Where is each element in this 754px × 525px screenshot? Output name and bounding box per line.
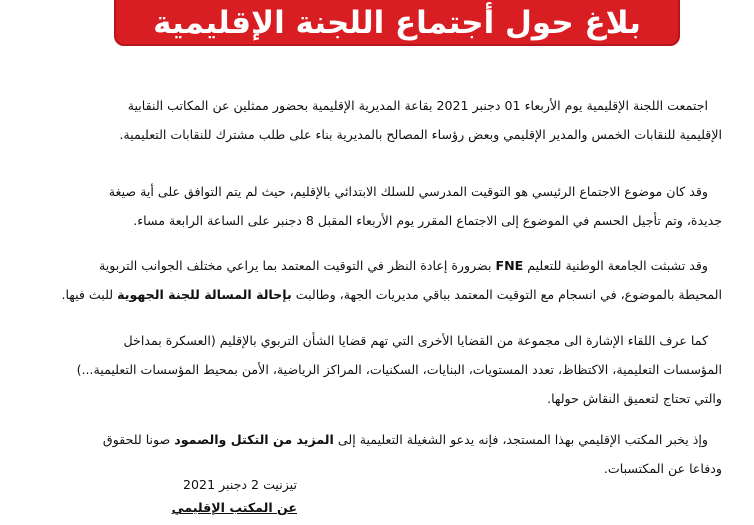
paragraph-line <box>82 251 722 280</box>
signoff-date: تيزنيت 2 دجنبر 2021 <box>183 477 297 492</box>
page-title: بلاغ حول أجتماع اللجنة الإقليمية <box>153 4 641 41</box>
text-segment: المحيطة بالموضوع، في انسجام مع التوقيت المعتمد بباقي مديريات الجهة، وطالبت <box>291 287 722 302</box>
signoff-office: عن المكتب الإقليمي <box>171 500 297 515</box>
text-segment: صونا للحقوق <box>102 432 175 447</box>
emphasis-text: بإحالة المسالة للجنة الجهوية <box>117 287 292 302</box>
text-segment: وإذ يخبر المكتب الإقليمي بهذا المستجد، فإنه يدعو الشغيلة التعليمية إلى <box>333 432 708 447</box>
text-segment: وقد تشبثت الجامعة الوطنية للتعليم <box>523 258 708 273</box>
paragraph-line: الإقليمية للنقابات الخمس والمدير الإقليمي وبعض رؤساء المصالح بالمديرية بناء على طلب مشترك للنقابات التعليمية. <box>119 127 722 142</box>
paragraph-call-to-action <box>82 425 722 483</box>
fne-acronym: FNE <box>495 258 524 273</box>
paragraph-other-issues <box>76 326 722 413</box>
text-segment: بضرورة إعادة النظر في التوقيت المعتمد بما يراعي مختلف الجوانب التربوية <box>98 258 496 273</box>
paragraph-meeting-info <box>82 91 722 149</box>
paragraph-line: جديدة، وتم تأجيل الحسم في الموضوع إلى الاجتماع المقرر يوم الأربعاء المقبل 8 دجنبر على الساعة الرابعة مساء. <box>133 213 722 228</box>
paragraph-line: اجتمعت اللجنة الإقليمية يوم الأربعاء 01 دجنبر 2021 بقاعة المديرية الإقليمية بحضور ممثلين عن المكاتب النقابية <box>127 98 708 113</box>
paragraph-line: وقد كان موضوع الاجتماع الرئيسي هو التوقيت المدرسي للسلك الابتدائي بالإقليم، حيث لم يتم التوافق على أية صيغة <box>108 184 708 199</box>
title-banner <box>114 0 680 46</box>
paragraph-line: كما عرف اللقاء الإشارة الى مجموعة من القضايا الأخرى التي تهم قضايا الشأن التربوي بالإقليم (العسكرة بمداخل <box>123 333 708 348</box>
emphasis-text: المزيد من التكتل والصمود <box>174 432 334 447</box>
paragraph-line: والتي تحتاج لتعميق النقاش حولها. <box>547 391 722 406</box>
paragraph-main-topic <box>82 177 722 235</box>
paragraph-line: المؤسسات التعليمية، الاكتظاظ، تعدد المستويات، البنايات، السكنيات، المراكز الرياضية، الأمن بمحيط المؤسسات التعليمية...) <box>76 362 722 377</box>
paragraph-line: ودفاعا عن المكتسبات. <box>603 461 722 476</box>
paragraph-fne-position <box>61 251 722 309</box>
paragraph-line <box>82 425 722 454</box>
paragraph-line <box>61 280 722 309</box>
text-segment: للبث فيها. <box>61 287 118 302</box>
